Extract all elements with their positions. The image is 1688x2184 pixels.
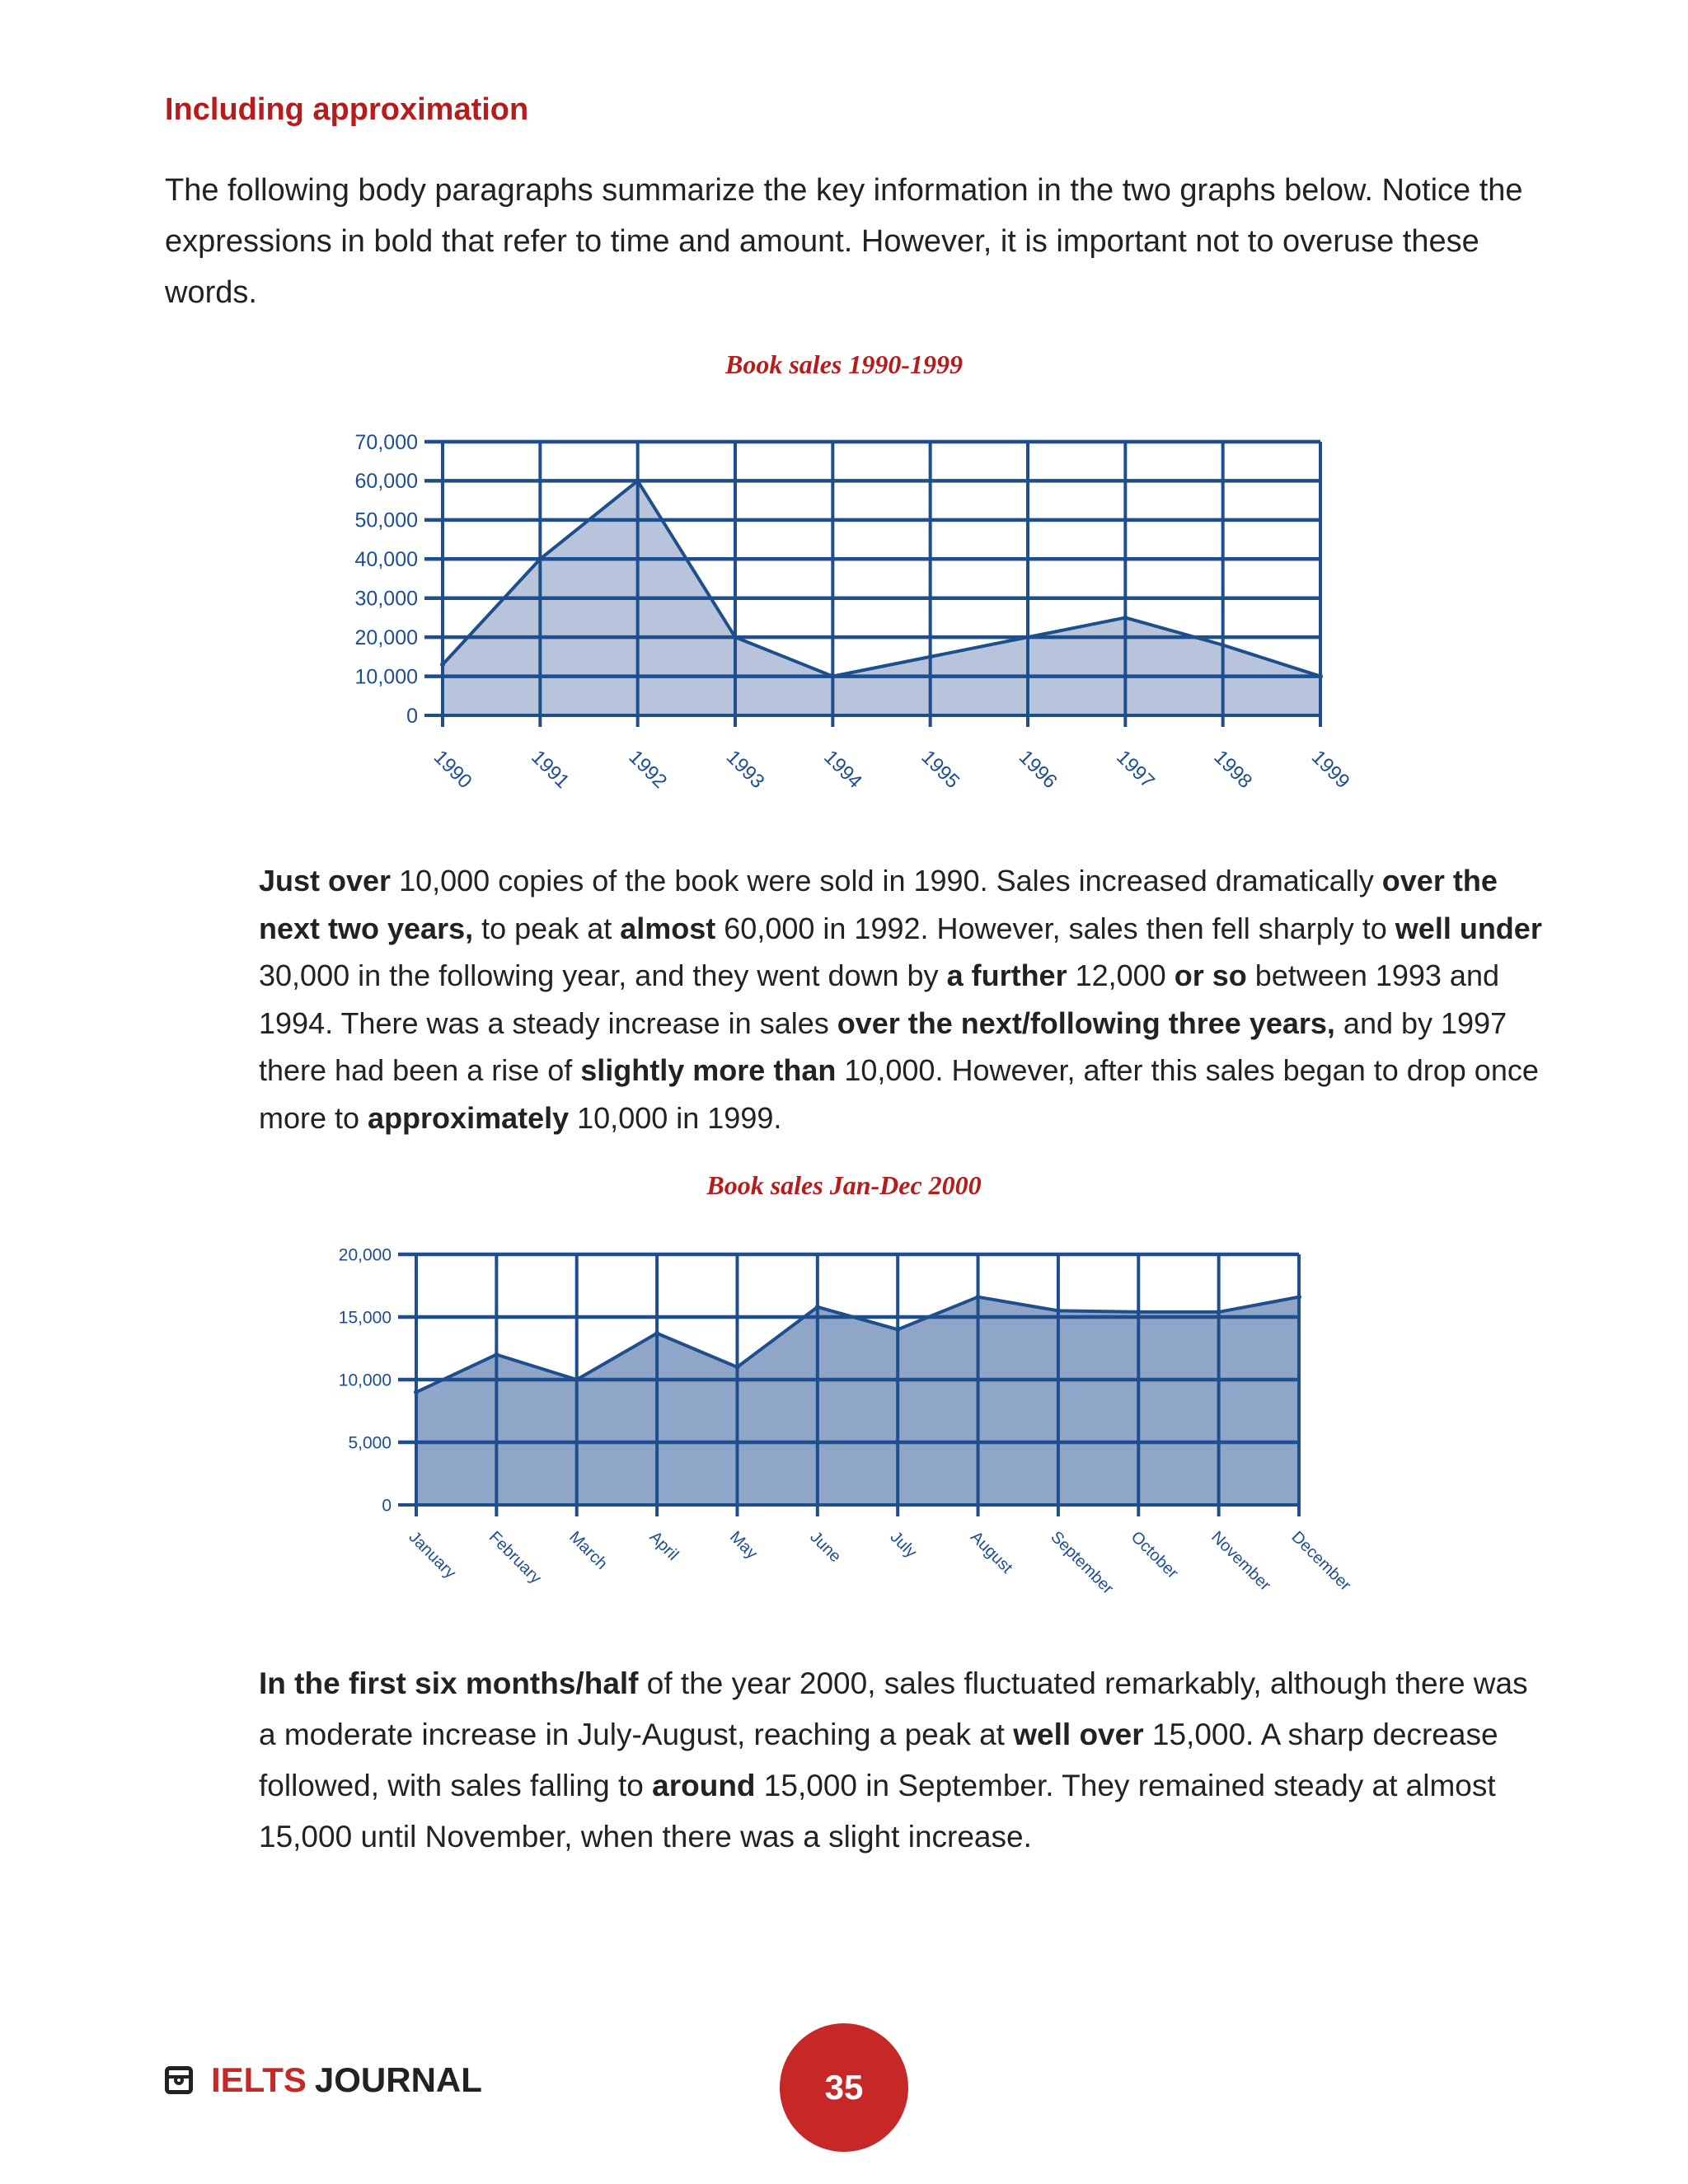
y-tick-label: 60,000	[354, 470, 418, 494]
data-point	[414, 1390, 419, 1394]
footer-brand	[165, 2060, 482, 2100]
bold-phrase: around	[652, 1769, 756, 1802]
x-tick-label: 1998	[1209, 746, 1257, 793]
bold-phrase: approximately	[368, 1100, 570, 1135]
x-tick-label: January	[405, 1527, 460, 1582]
bold-phrase: Just over	[259, 864, 392, 898]
data-point	[654, 1331, 659, 1336]
y-tick-label: 70,000	[354, 430, 418, 454]
chart1-title: Book sales 1990-1999	[725, 349, 963, 379]
section-title: Including approximation	[165, 92, 529, 127]
chart2-title: Book sales Jan-Dec 2000	[706, 1170, 982, 1200]
data-point	[537, 556, 542, 561]
x-tick-label: 1994	[819, 746, 866, 793]
data-point	[895, 1327, 900, 1332]
data-point	[1296, 1295, 1301, 1300]
bold-phrase: well over	[1013, 1718, 1144, 1751]
data-point	[928, 654, 933, 659]
body-paragraph-1	[259, 857, 1545, 1141]
text-run: 10,000. However, after this sales began to drop once more to	[259, 1053, 1539, 1135]
bold-phrase: well under	[1395, 911, 1542, 945]
bold-phrase: over the next two years,	[259, 864, 1498, 945]
data-point	[733, 635, 738, 640]
x-tick-label: August	[967, 1527, 1016, 1577]
x-tick-label: 1992	[624, 746, 672, 793]
y-tick-label: 20,000	[338, 1245, 392, 1265]
data-point	[574, 1377, 579, 1382]
data-point	[830, 674, 835, 679]
x-tick-label: November	[1207, 1527, 1274, 1595]
x-tick-label: 1990	[429, 746, 476, 793]
x-tick-label: 1996	[1014, 746, 1062, 793]
x-tick-label: 1999	[1306, 746, 1354, 793]
brand-journal: JOURNAL	[314, 2060, 482, 2099]
data-point	[976, 1295, 981, 1300]
x-tick-label: 1997	[1112, 746, 1159, 793]
chart-book-sales-2000	[0, 1228, 1688, 1615]
text-run: 15,000 in September. They remained steady at almost 15,000 until November, when there was a slight increase.	[259, 1769, 1496, 1854]
y-tick-label: 15,000	[338, 1308, 392, 1328]
data-point	[1221, 643, 1226, 648]
text-run: 10,000 copies of the book were sold in 1990. Sales increased dramatically	[391, 864, 1382, 898]
brand-ielts: IELTS	[211, 2060, 307, 2099]
data-point	[734, 1365, 739, 1370]
x-tick-label: February	[485, 1527, 545, 1588]
y-tick-label: 10,000	[338, 1371, 392, 1390]
y-tick-label: 30,000	[354, 587, 418, 611]
x-tick-label: 1991	[527, 746, 574, 793]
bold-phrase: a further	[946, 958, 1067, 992]
text-run: 60,000 in 1992. However, sales then fell sharply to	[715, 911, 1395, 945]
data-point	[1056, 1308, 1061, 1313]
bold-phrase: In the first six months/half	[259, 1666, 639, 1700]
y-tick-label: 40,000	[354, 548, 418, 572]
y-tick-label: 0	[382, 1496, 392, 1516]
x-tick-label: 1995	[917, 746, 964, 793]
intro-paragraph: The following body paragraphs summarize the key information in the two graphs below. Notice the expressions in bold that refer to time and amount. However, it is important not to overuse these words.	[165, 173, 1523, 310]
data-point	[635, 478, 640, 483]
data-point	[1217, 1310, 1221, 1315]
x-tick-label: July	[886, 1527, 921, 1562]
x-tick-label: May	[725, 1527, 762, 1563]
area-fill	[416, 1297, 1299, 1505]
chart-book-sales-1990-1999	[0, 412, 1688, 824]
x-tick-label: September	[1047, 1527, 1118, 1598]
text-run: and by 1997 there had been a rise of	[259, 1005, 1507, 1087]
y-tick-label: 5,000	[348, 1433, 392, 1453]
y-tick-label: 10,000	[354, 665, 418, 689]
bold-phrase: over the next/following three years,	[837, 1005, 1335, 1040]
text-run: 12,000	[1067, 958, 1175, 992]
body-paragraph-2	[259, 1658, 1545, 1863]
text-run: 15,000. A sharp decrease followed, with sales falling to	[259, 1718, 1498, 1802]
text-run: 30,000 in the following year, and they went down by	[259, 958, 947, 992]
text-run: 10,000 in 1999.	[569, 1100, 782, 1135]
x-tick-label: April	[645, 1527, 682, 1564]
data-point	[1318, 674, 1323, 679]
x-tick-label: March	[565, 1527, 612, 1573]
text-run: to peak at	[473, 911, 621, 945]
data-point	[440, 662, 445, 667]
y-tick-label: 20,000	[354, 626, 418, 649]
x-tick-label: 1993	[721, 746, 769, 793]
y-tick-label: 50,000	[354, 509, 418, 532]
bold-phrase: or so	[1174, 958, 1247, 992]
y-tick-label: 0	[406, 704, 418, 728]
text-run: between 1993 and 1994. There was a steady increase in sales	[259, 958, 1499, 1040]
x-tick-label: June	[806, 1527, 845, 1567]
data-point	[494, 1352, 499, 1357]
bold-phrase: slightly more than	[580, 1053, 837, 1087]
text-run: of the year 2000, sales fluctuated remarkably, although there was a moderate increase in July-August, reaching a peak at	[259, 1666, 1528, 1751]
data-point	[815, 1305, 820, 1310]
x-tick-label: December	[1287, 1527, 1355, 1595]
data-point	[1123, 615, 1128, 620]
instagram-icon	[165, 2066, 193, 2094]
page-number: 35	[780, 2023, 908, 2152]
data-point	[1136, 1310, 1141, 1315]
data-point	[1025, 635, 1030, 640]
bold-phrase: almost	[620, 911, 716, 945]
x-tick-label: October	[1127, 1527, 1182, 1582]
